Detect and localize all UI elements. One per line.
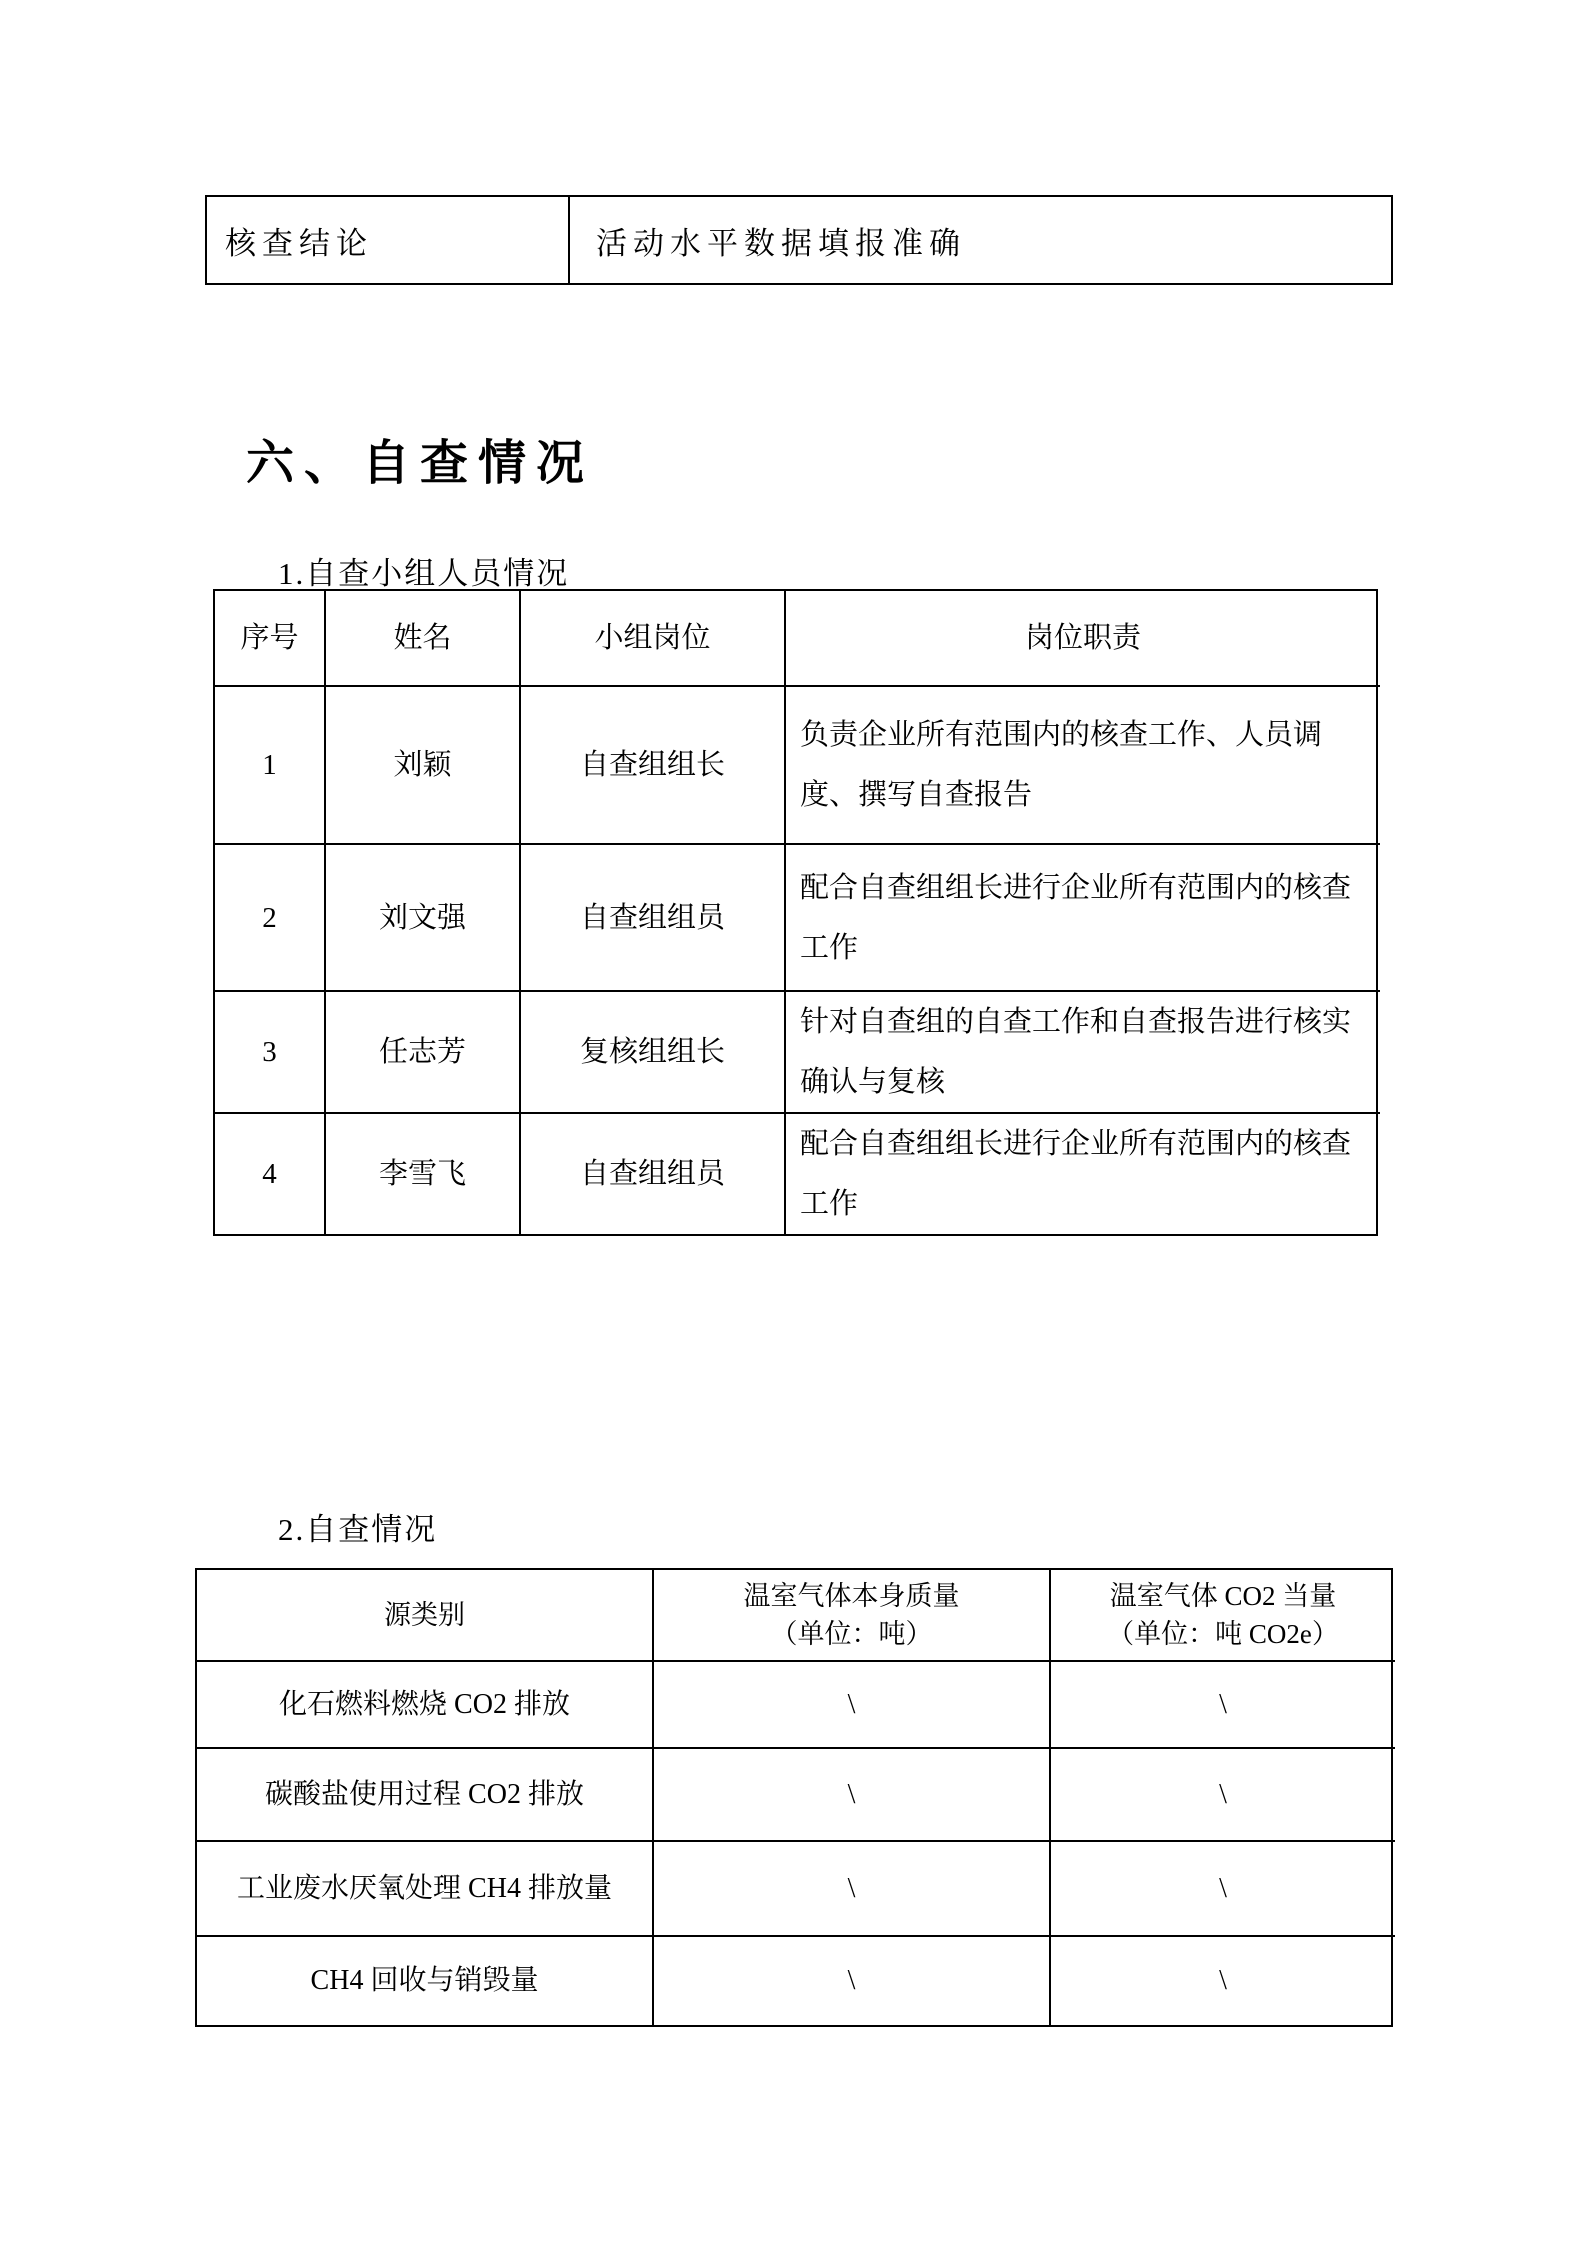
team-row-role: 自查组组员	[519, 843, 784, 990]
emission-row-mass: \	[652, 1840, 1049, 1935]
team-row-role: 自查组组员	[519, 1112, 784, 1234]
emission-header-mass	[652, 1570, 1049, 1660]
emission-row-co2e: \	[1049, 1935, 1395, 2025]
team-row-duty: 负责企业所有范围内的核查工作、人员调度、撰写自查报告	[784, 685, 1380, 843]
team-row-role: 自查组组长	[519, 685, 784, 843]
team-row-duty: 配合自查组组长进行企业所有范围内的核查工作	[784, 843, 1380, 990]
team-row-role: 复核组组长	[519, 990, 784, 1112]
emission-row-mass: \	[652, 1660, 1049, 1747]
team-table	[213, 589, 1378, 1236]
emission-row-co2e: \	[1049, 1660, 1395, 1747]
team-row-name: 刘文强	[324, 843, 519, 990]
emission-header-co2e-line1: 温室气体 CO2 当量	[1109, 1581, 1337, 1611]
team-header-role: 小组岗位	[519, 591, 784, 685]
emission-row-category: 碳酸盐使用过程 CO2 排放	[197, 1747, 652, 1840]
emission-row-category: 化石燃料燃烧 CO2 排放	[197, 1660, 652, 1747]
emission-row-co2e: \	[1049, 1840, 1395, 1935]
team-row-no: 4	[215, 1112, 324, 1234]
team-row-name: 任志芳	[324, 990, 519, 1112]
section-title: 六、自查情况	[246, 437, 595, 490]
emission-header-mass-line1: 温室气体本身质量	[743, 1581, 960, 1611]
team-row-name: 李雪飞	[324, 1112, 519, 1234]
emission-row-mass: \	[652, 1747, 1049, 1840]
team-row-no: 1	[215, 685, 324, 843]
team-row-duty: 针对自查组的自查工作和自查报告进行核实确认与复核	[784, 990, 1380, 1112]
team-header-name: 姓名	[324, 591, 519, 685]
emission-table	[195, 1568, 1393, 2027]
emission-row-category: CH4 回收与销毁量	[197, 1935, 652, 2025]
emission-header-mass-line2: （单位：吨）	[770, 1619, 933, 1649]
team-row-no: 2	[215, 843, 324, 990]
subsection-2-title: 2.自查情况	[278, 1512, 438, 1547]
team-header-duty: 岗位职责	[784, 591, 1380, 685]
team-row-no: 3	[215, 990, 324, 1112]
conclusion-table	[205, 195, 1393, 285]
emission-header-category-text: 源类别	[384, 1600, 465, 1630]
conclusion-value-cell: 活动水平数据填报准确	[568, 197, 1391, 283]
emission-header-category	[197, 1570, 652, 1660]
emission-row-category: 工业废水厌氧处理 CH4 排放量	[197, 1840, 652, 1935]
team-header-no: 序号	[240, 622, 299, 654]
team-row-duty: 配合自查组组长进行企业所有范围内的核查工作	[784, 1112, 1380, 1234]
emission-row-co2e: \	[1049, 1747, 1395, 1840]
subsection-1-title: 1.自查小组人员情况	[278, 556, 570, 591]
emission-header-co2e-line2: （单位：吨 CO2e）	[1107, 1619, 1339, 1649]
emission-row-mass: \	[652, 1935, 1049, 2025]
conclusion-label-cell: 核查结论	[225, 225, 373, 261]
emission-header-co2e	[1049, 1570, 1395, 1660]
team-row-name: 刘颖	[324, 685, 519, 843]
